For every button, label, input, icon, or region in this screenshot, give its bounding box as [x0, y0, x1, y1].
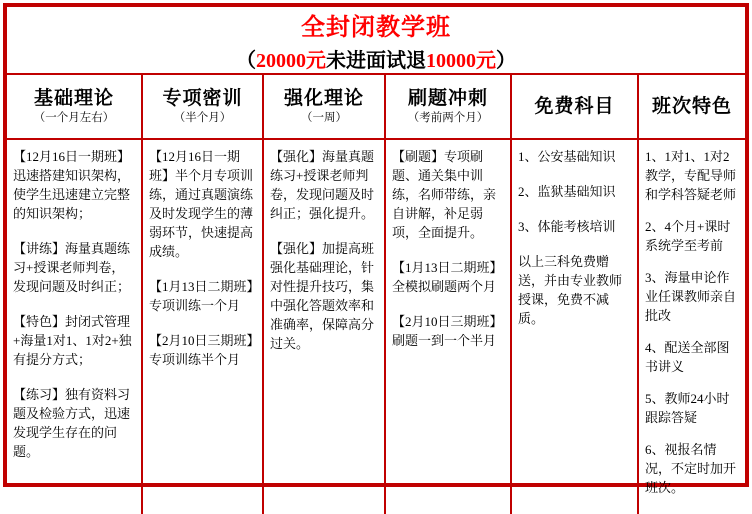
paragraph: 3、体能考核培训: [518, 219, 616, 234]
class-title: 全封闭教学班: [301, 15, 451, 41]
paragraph: 3、海量申论作业任课教师亲自批改: [645, 270, 737, 323]
header-intensive-theory: [262, 75, 384, 140]
body-free-subjects: [510, 140, 637, 514]
header-basic-theory: [7, 75, 141, 140]
paragraph: 【1月13日二期班】全模拟刷题两个月: [392, 260, 503, 294]
paragraph: 4、配送全部图书讲义: [645, 340, 730, 374]
column-title: 免费科目: [534, 95, 615, 117]
body-class-features: [637, 140, 745, 514]
header-special-training: [141, 75, 262, 140]
body-intensive-theory: [262, 140, 384, 514]
column-title: 班次特色: [651, 95, 732, 117]
paren-close: ）: [496, 50, 516, 72]
paragraph: 2、监狱基础知识: [518, 184, 616, 199]
paragraph: 【1月13日二期班】专项训练一个月: [149, 279, 254, 313]
refund-condition: 未进面试退: [326, 50, 426, 72]
column-duration: （半个月）: [173, 112, 232, 124]
header-class-features: [637, 75, 745, 140]
paragraph: 【12月16日一期班】半个月专项训练，通过真题演练及时发现学生的薄弱环节，快速提高成绩。: [149, 149, 254, 259]
schedule-grid: [7, 75, 745, 514]
header-free-subjects: [510, 75, 637, 140]
column-title: 专项密训: [162, 88, 243, 109]
tuition-price: 20000元: [256, 50, 326, 72]
price-line: [236, 44, 516, 73]
paragraph: 【特色】封闭式管理+海量1对1、1对2+独有提分方式；: [13, 314, 132, 367]
paragraph: 【强化】海量真题练习+授课老师判卷，发现问题及时纠正；强化提升。: [270, 149, 375, 221]
paragraph: 【2月10日三期班】专项训练半个月: [149, 333, 254, 367]
column-duration: （考前两个月）: [407, 112, 489, 124]
column-title: 基础理论: [33, 88, 114, 109]
paren-open: （: [236, 50, 256, 72]
paragraph: 2、4个月+课时系统学至考前: [645, 219, 731, 253]
paragraph: 5、教师24小时跟踪答疑: [645, 391, 730, 425]
paragraph: 【练习】独有资料习题及检验方式，迅速发现学生存在的问题。: [13, 387, 131, 459]
banner: [7, 7, 745, 75]
header-question-sprint: [384, 75, 510, 140]
column-duration: （一周）: [301, 112, 347, 124]
schedule-table-frame: [3, 3, 749, 495]
column-title: 刷题冲刺: [407, 88, 488, 109]
column-title: 强化理论: [283, 88, 364, 109]
body-question-sprint: [384, 140, 510, 514]
paragraph: 【强化】加提高班强化基础理论，针对性提升技巧，集中强化答题效率和准确率，保障高分过关。: [270, 241, 375, 351]
paragraph: 以上三科免费赠送，并由专业教师授课，免费不减质。: [518, 254, 623, 326]
paragraph: 【刷题】专项刷题、通关集中训练，名师带练，亲自讲解，补足弱项，全面提升。: [392, 149, 497, 240]
paragraph: 【12月16日一期班】迅速搭建知识架构，使学生迅速建立完整的知识架构；: [13, 149, 131, 221]
paragraph: 1、公安基础知识: [518, 149, 616, 164]
refund-amount: 10000元: [426, 50, 496, 72]
paragraph: 【讲练】海量真题练习+授课老师判卷，发现问题及时纠正；: [13, 241, 131, 294]
paragraph: 【2月10日三期班】刷题一到一个半月: [392, 314, 503, 348]
body-special-training: [141, 140, 262, 514]
body-basic-theory: [7, 140, 141, 514]
paragraph: 1、1对1、1对2教学，专配导师和学科答疑老师: [645, 149, 737, 202]
paragraph: 6、视报名情况，不定时加开班次。: [645, 442, 737, 495]
column-duration: （一个月左右）: [33, 112, 115, 124]
